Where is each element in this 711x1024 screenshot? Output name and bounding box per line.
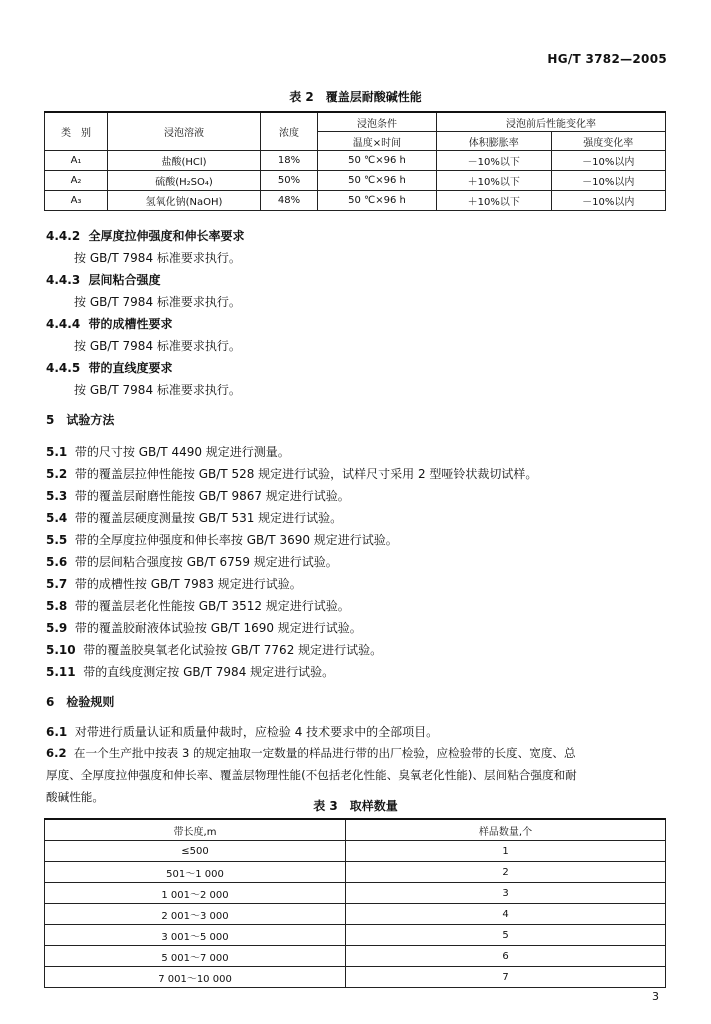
item-5-8 (46, 597, 350, 614)
header-change-rate: 浸泡前后性能变化率 (437, 112, 666, 132)
item-text: 带的全厚度拉伸强度和伸长率按 GB/T 3690 规定进行试验。 (74, 533, 398, 547)
item-number: 5.9 (46, 621, 68, 635)
cell-length: ≤500 (45, 841, 346, 862)
item-5-7 (46, 575, 302, 592)
item-5-1 (46, 443, 290, 460)
cell-count: 1 (346, 841, 666, 862)
table-row (45, 151, 666, 171)
cell-strength: －10%以内 (551, 171, 666, 191)
section-445-text: 按 GB/T 7984 标准要求执行。 (74, 383, 241, 397)
cell-count: 3 (346, 883, 666, 904)
cell-volume: －10%以下 (437, 151, 552, 171)
section-443-heading (46, 271, 161, 288)
cell-conditions: 50 ℃×96 h (318, 151, 437, 171)
section-number: 4.4.5 (46, 361, 81, 375)
item-6-2-end: 酸碱性能。 (46, 790, 104, 804)
cell-category: A₁ (45, 151, 108, 171)
item-6-2 (46, 745, 576, 761)
item-5-5 (46, 531, 398, 548)
table-row (45, 925, 666, 946)
table-row (45, 904, 666, 925)
item-text: 带的尺寸按 GB/T 4490 规定进行测量。 (74, 445, 290, 459)
cell-volume: ＋10%以下 (437, 171, 552, 191)
item-5-4 (46, 509, 342, 526)
table2-caption: 表 2 覆盖层耐酸碱性能 (289, 90, 422, 104)
cell-length: 2 001～3 000 (45, 904, 346, 925)
cell-conditions: 50 ℃×96 h (318, 191, 437, 211)
section-444-heading (46, 315, 173, 332)
cell-volume: ＋10%以下 (437, 191, 552, 211)
cell-count: 2 (346, 862, 666, 883)
section-5-heading: 5 试验方法 (46, 413, 115, 427)
item-text: 带的覆盖层老化性能按 GB/T 3512 规定进行试验。 (74, 599, 350, 613)
item-text: 带的直线度测定按 GB/T 7984 规定进行试验。 (83, 665, 335, 679)
item-text: 带的覆盖层拉伸性能按 GB/T 528 规定进行试验，试样尺寸采用 2 型哑铃状裁切试样。 (74, 467, 538, 481)
header-length: 带长度,m (45, 819, 346, 841)
cell-solution: 盐酸(HCl) (108, 151, 261, 171)
section-title: 全厚度拉伸强度和伸长率要求 (88, 229, 245, 243)
item-number: 6.2 (46, 746, 67, 760)
cell-length: 3 001～5 000 (45, 925, 346, 946)
section-442-text: 按 GB/T 7984 标准要求执行。 (74, 251, 241, 265)
section-title: 带的直线度要求 (88, 361, 173, 375)
item-5-11 (46, 663, 334, 680)
section-number: 4.4.3 (46, 273, 81, 287)
cell-category: A₃ (45, 191, 108, 211)
item-5-2 (46, 465, 537, 482)
cell-solution: 硫酸(H₂SO₄) (108, 171, 261, 191)
section-6-heading: 6 检验规则 (46, 695, 115, 709)
item-5-9 (46, 619, 362, 636)
page-number: 3 (652, 990, 659, 1003)
item-text: 带的覆盖层硬度测量按 GB/T 531 规定进行试验。 (74, 511, 343, 525)
cell-length: 501～1 000 (45, 862, 346, 883)
section-442-heading (46, 227, 245, 244)
item-number: 5.2 (46, 467, 68, 481)
item-5-10 (46, 641, 382, 658)
header-conditions: 浸泡条件 (318, 112, 437, 132)
item-number: 5.5 (46, 533, 68, 547)
item-number: 5.3 (46, 489, 68, 503)
cell-count: 4 (346, 904, 666, 925)
table-row (45, 883, 666, 904)
table-row (45, 191, 666, 211)
item-5-3 (46, 487, 350, 504)
cell-solution: 氢氧化钠(NaOH) (108, 191, 261, 211)
item-number: 6.1 (46, 725, 68, 739)
item-6-1 (46, 723, 438, 740)
cell-strength: －10%以内 (551, 191, 666, 211)
item-number: 5.8 (46, 599, 68, 613)
section-title: 带的成槽性要求 (88, 317, 173, 331)
sampling-table (44, 818, 666, 988)
cell-length: 7 001～10 000 (45, 967, 346, 988)
cell-count: 6 (346, 946, 666, 967)
table-row (45, 841, 666, 862)
section-title: 层间粘合强度 (88, 273, 161, 287)
cell-concentration: 18% (261, 151, 318, 171)
table-row (45, 967, 666, 988)
section-443-text: 按 GB/T 7984 标准要求执行。 (74, 295, 241, 309)
table-row (45, 946, 666, 967)
item-text: 在一个生产批中按表 3 的规定抽取一定数量的样品进行带的出厂检验，应检验带的长度、宽度、总 (73, 746, 576, 760)
item-text: 带的覆盖胶臭氧老化试验按 GB/T 7762 规定进行试验。 (83, 643, 383, 657)
item-text: 对带进行质量认证和质量仲裁时，应检验 4 技术要求中的全部项目。 (74, 725, 439, 739)
cell-strength: －10%以内 (551, 151, 666, 171)
cell-count: 5 (346, 925, 666, 946)
header-concentration: 浓度 (261, 112, 318, 151)
cell-category: A₂ (45, 171, 108, 191)
cell-concentration: 48% (261, 191, 318, 211)
item-number: 5.11 (46, 665, 76, 679)
header-conditions-sub: 温度×时间 (318, 132, 437, 151)
item-6-2-cont: 厚度、全厚度拉伸强度和伸长率、覆盖层物理性能(不包括老化性能、臭氧老化性能)、层间粘合强度和耐 (46, 768, 577, 782)
cell-length: 1 001～2 000 (45, 883, 346, 904)
header-solution: 浸泡溶液 (108, 112, 261, 151)
item-number: 5.1 (46, 445, 68, 459)
document-code: HG/T 3782—2005 (547, 52, 667, 66)
table-row (45, 862, 666, 883)
section-number: 4.4.4 (46, 317, 81, 331)
item-text: 带的成槽性按 GB/T 7983 规定进行试验。 (74, 577, 302, 591)
item-text: 带的层间粘合强度按 GB/T 6759 规定进行试验。 (74, 555, 338, 569)
cell-concentration: 50% (261, 171, 318, 191)
item-number: 5.4 (46, 511, 68, 525)
header-volume-swell: 体积膨胀率 (437, 132, 552, 151)
item-number: 5.7 (46, 577, 68, 591)
item-number: 5.10 (46, 643, 76, 657)
table3-caption: 表 3 取样数量 (313, 799, 398, 813)
section-number: 4.4.2 (46, 229, 81, 243)
header-strength-change: 强度变化率 (551, 132, 666, 151)
header-category: 类 别 (45, 112, 108, 151)
cell-count: 7 (346, 967, 666, 988)
section-444-text: 按 GB/T 7984 标准要求执行。 (74, 339, 241, 353)
item-text: 带的覆盖胶耐液体试验按 GB/T 1690 规定进行试验。 (74, 621, 362, 635)
section-445-heading (46, 359, 173, 376)
cell-length: 5 001～7 000 (45, 946, 346, 967)
item-number: 5.6 (46, 555, 68, 569)
header-count: 样品数量,个 (346, 819, 666, 841)
acid-alkali-table (44, 111, 666, 211)
item-text: 带的覆盖层耐磨性能按 GB/T 9867 规定进行试验。 (74, 489, 350, 503)
item-5-6 (46, 553, 338, 570)
cell-conditions: 50 ℃×96 h (318, 171, 437, 191)
table-row (45, 171, 666, 191)
